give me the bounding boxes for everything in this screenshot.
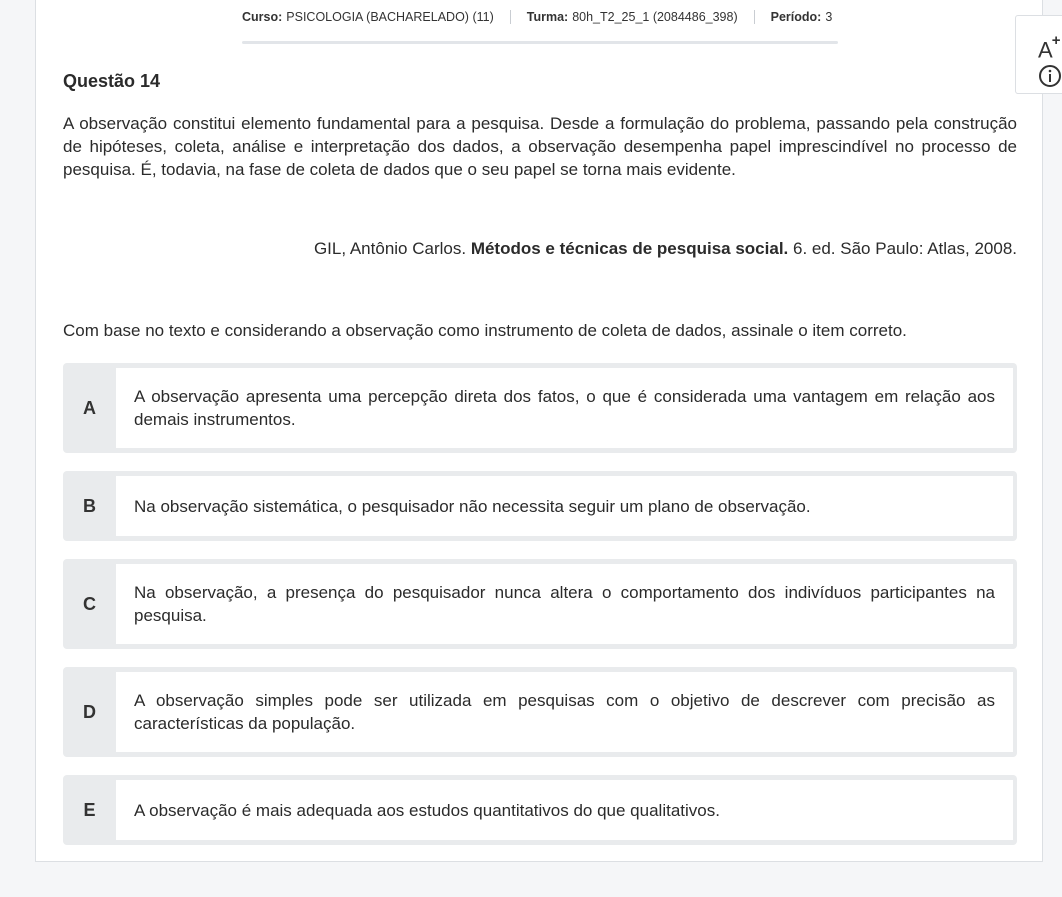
course-info-bar xyxy=(242,8,832,26)
option-text[interactable]: A observação é mais adequada aos estudos quantitativos do que qualitativos. xyxy=(116,780,1013,840)
option-letter: B xyxy=(83,495,96,516)
font-size-increase-icon[interactable] xyxy=(1038,32,1061,63)
option-e[interactable] xyxy=(63,775,1017,845)
option-a[interactable] xyxy=(63,363,1017,453)
divider xyxy=(754,10,755,24)
course-value: PSICOLOGIA (BACHARELADO) (11) xyxy=(286,10,494,24)
period-value: 3 xyxy=(825,10,833,24)
citation-title: Métodos e técnicas de pesquisa social. xyxy=(470,239,789,258)
class-label: Turma: xyxy=(526,10,569,24)
header-divider xyxy=(242,41,838,44)
citation-author: GIL, Antônio Carlos. xyxy=(313,239,467,258)
font-size-plus: + xyxy=(1051,32,1061,49)
option-b[interactable] xyxy=(63,471,1017,541)
question-title: Questão 14 xyxy=(63,71,161,91)
question-prompt: Com base no texto e considerando a observação como instrumento de coleta de dados, assinale o item correto. xyxy=(63,321,907,340)
option-letter: D xyxy=(83,701,96,722)
course-label: Curso: xyxy=(242,10,283,24)
option-text[interactable]: Na observação sistemática, o pesquisador não necessita seguir um plano de observação. xyxy=(116,476,1013,536)
accessibility-toolbar xyxy=(1015,15,1062,94)
option-letter: C xyxy=(83,593,96,614)
font-size-glyph: A xyxy=(1038,37,1053,63)
citation xyxy=(314,239,1017,259)
divider xyxy=(510,10,511,24)
option-d[interactable] xyxy=(63,667,1017,757)
option-c[interactable] xyxy=(63,559,1017,649)
option-letter: E xyxy=(83,799,96,820)
info-icon[interactable] xyxy=(1038,64,1062,88)
period-label: Período: xyxy=(770,10,822,24)
citation-details: 6. ed. São Paulo: Atlas, 2008. xyxy=(793,239,1017,258)
option-text[interactable]: A observação apresenta uma percepção direta dos fatos, o que é considerada uma vantagem em relação aos demais instrumentos. xyxy=(116,368,1013,448)
question-text: A observação constitui elemento fundamental para a pesquisa. Desde a formulação do problema, passando pela construção de hipóteses, coleta, análise e interpretação dos dados, a observação desempenha papel imprescindível no processo de pesquisa. É, todavia, na fase de coleta de dados que o seu papel se torna mais evidente. xyxy=(63,114,1017,179)
option-text[interactable]: Na observação, a presença do pesquisador nunca altera o comportamento dos indivíduos participantes na pesquisa. xyxy=(116,564,1013,644)
option-text[interactable]: A observação simples pode ser utilizada em pesquisas com o objetivo de descrever com precisão as características da população. xyxy=(116,672,1013,752)
class-value: 80h_T2_25_1 (2084486_398) xyxy=(572,10,738,24)
option-letter: A xyxy=(83,397,96,418)
